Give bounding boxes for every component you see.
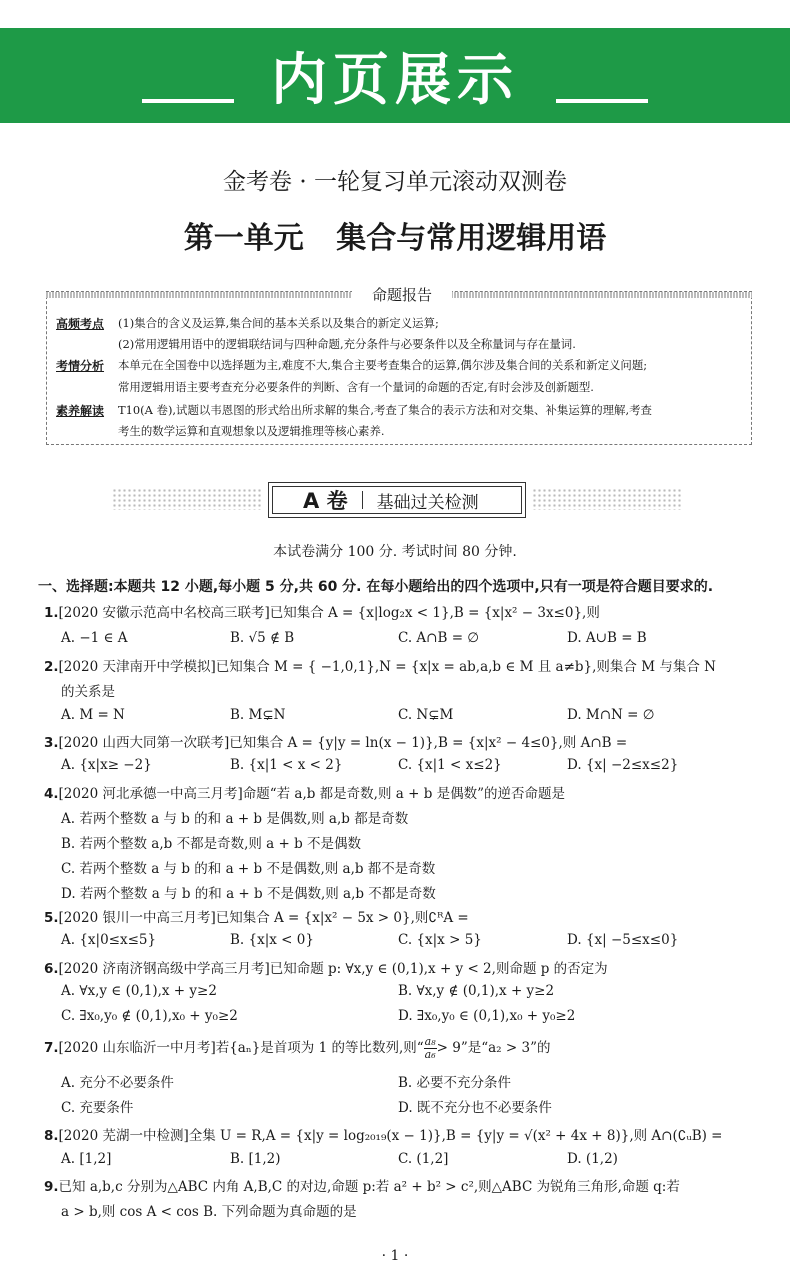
option-b: B. {x|x < 0} — [230, 932, 314, 948]
volume-name: 基础过关检测 — [376, 492, 479, 513]
question-number: 5. — [44, 910, 59, 926]
question-continuation: 的关系是 — [61, 684, 115, 700]
report-line: T10(A 卷),试题以韦恩图的形式给出所求解的集合,考查了集合的表示方法和对交集、补集运算的理解,考查 — [118, 403, 652, 417]
option-a: A. M = N — [61, 707, 125, 723]
report-box — [46, 286, 752, 445]
option-a: A. {x|x≥ −2} — [61, 757, 152, 773]
section-title: 一、选择题:本题共 12 小题,每小题 5 分,共 60 分. 在每小题给出的四个选项中,只有一项是符合题目要求的. — [38, 579, 714, 595]
option-a: A. {x|0≤x≤5} — [61, 932, 157, 948]
question-2 — [44, 655, 716, 675]
option-b: B. ∀x,y ∉ (0,1),x + y≥2 — [398, 983, 555, 999]
question-9 — [44, 1175, 680, 1195]
label-literacy: 素养解读 — [56, 404, 105, 418]
option-b: B. 若两个整数 a,b 不都是奇数,则 a + b 不是偶数 — [61, 836, 362, 852]
fraction-denominator: a₆ — [424, 1048, 436, 1061]
option-a: A. ∀x,y ∈ (0,1),x + y≥2 — [61, 983, 217, 999]
option-c: C. {x|x > 5} — [398, 932, 482, 948]
question-7 — [44, 1036, 550, 1061]
question-text: [2020 安徽示范高中名校高三联考]已知集合 A = {x|log₂x < 1},B = {x|x² − 3x≤0},则 — [58, 605, 600, 621]
option-a: A. [1,2] — [61, 1151, 112, 1167]
question-8 — [44, 1124, 723, 1144]
option-d: D. 既不充分也不必要条件 — [398, 1100, 552, 1116]
question-text: [2020 河北承德一中高三月考]命题“若 a,b 都是奇数,则 a + b 是偶数”的逆否命题是 — [58, 786, 566, 802]
volume-badge — [268, 482, 526, 518]
question-number: 1. — [44, 605, 59, 621]
option-d: D. 若两个整数 a 与 b 的和 a + b 不是偶数,则 a,b 不都是奇数 — [61, 886, 436, 902]
question-3 — [44, 731, 627, 751]
report-title: 命题报告 — [352, 284, 452, 305]
report-line: 本单元在全国卷中以选择题为主,难度不大,集合主要考查集合的运算,偶尔涉及集合间的关系和新定义问题; — [118, 358, 648, 372]
option-b: B. {x|1 < x < 2} — [230, 757, 343, 773]
question-text: [2020 济南济钢高级中学高三月考]已知命题 p: ∀x,y ∈ (0,1),x + y < 2,则命题 p 的否定为 — [58, 961, 608, 977]
option-b: B. √5 ∉ B — [230, 630, 295, 646]
option-b: B. [1,2) — [230, 1151, 281, 1167]
option-c: C. A∩B = ∅ — [398, 630, 480, 646]
banner-title: 内页展示 — [271, 47, 519, 113]
question-number: 6. — [44, 961, 59, 977]
question-continuation: a > b,则 cos A < cos B. 下列命题为真命题的是 — [61, 1204, 357, 1220]
question-number: 7. — [44, 1040, 59, 1056]
option-b: B. M⊊N — [230, 707, 286, 723]
option-c: C. N⊊M — [398, 707, 454, 723]
unit-title: 第一单元 集合与常用逻辑用语 — [183, 221, 607, 256]
option-a: A. 充分不必要条件 — [61, 1075, 174, 1091]
question-text: [2020 芜湖一中检测]全集 U = R,A = {x|y = log₂₀₁₉(x − 1)},B = {y|y = √(x² + 4x + 8)},则 A∩(∁ᵤB) = — [58, 1128, 723, 1144]
question-text: [2020 山西大同第一次联考]已知集合 A = {y|y = ln(x − 1)},B = {x|x² − 4≤0},则 A∩B = — [58, 735, 628, 751]
option-c: C. {x|1 < x≤2} — [398, 757, 502, 773]
exam-note: 本试卷满分 100 分. 考试时间 80 分钟. — [273, 544, 517, 560]
report-line: (1)集合的含义及运算,集合间的基本关系以及集合的新定义运算; — [118, 316, 439, 330]
option-b: B. 必要不充分条件 — [398, 1075, 512, 1091]
option-c: C. (1,2] — [398, 1151, 449, 1167]
label-analysis: 考情分析 — [56, 359, 105, 373]
question-4 — [44, 782, 565, 802]
option-c: C. 若两个整数 a 与 b 的和 a + b 不是偶数,则 a,b 都不是奇数 — [61, 861, 436, 877]
question-text: [2020 天津南开中学模拟]已知集合 M = { −1,0,1},N = {x|x = ab,a,b ∈ M 且 a≠b},则集合 M 与集合 N — [58, 659, 716, 675]
option-c: C. 充要条件 — [61, 1100, 134, 1116]
report-line: 常用逻辑用语主要考查充分必要条件的判断、含有一个量词的命题的否定,有时会涉及创新题型. — [118, 380, 594, 394]
report-line: 考生的数学运算和直观想象以及逻辑推理等核心素养. — [118, 424, 385, 438]
question-5 — [44, 906, 469, 926]
question-number: 8. — [44, 1128, 59, 1144]
question-number: 3. — [44, 735, 59, 751]
badge-divider — [362, 491, 363, 509]
option-d: D. {x| −5≤x≤0} — [567, 932, 679, 948]
series-subtitle: 金考卷 · 一轮复习单元滚动双测卷 — [223, 169, 567, 195]
option-a: A. −1 ∈ A — [61, 630, 128, 646]
question-text: [2020 银川一中高三月考]已知集合 A = {x|x² − 5x > 0},则∁ᴿA = — [58, 910, 469, 926]
option-d: D. M∩N = ∅ — [567, 707, 655, 723]
question-number: 2. — [44, 659, 59, 675]
option-d: D. {x| −2≤x≤2} — [567, 757, 679, 773]
label-high-frequency: 高频考点 — [56, 317, 105, 331]
question-text: 已知 a,b,c 分别为△ABC 内角 A,B,C 的对边,命题 p:若 a² + b² > c²,则△ABC 为锐角三角形,命题 q:若 — [58, 1179, 680, 1195]
question-1 — [44, 601, 600, 621]
volume-label: A 卷 — [303, 489, 348, 513]
fraction-numerator: a₈ — [424, 1035, 436, 1048]
option-a: A. 若两个整数 a 与 b 的和 a + b 是偶数,则 a,b 都是奇数 — [61, 811, 409, 827]
page-number: · 1 · — [381, 1248, 409, 1264]
report-line: (2)常用逻辑用语中的逻辑联结词与四种命题,充分条件与必要条件以及全称量词与存在量词. — [118, 337, 576, 351]
question-6 — [44, 957, 608, 977]
banner — [0, 28, 790, 123]
question-number: 9. — [44, 1179, 59, 1195]
volume-badge-inner — [272, 486, 522, 514]
fraction — [424, 1036, 437, 1061]
option-d: D. A∪B = B — [567, 630, 647, 646]
question-number: 4. — [44, 786, 59, 802]
option-d: D. (1,2) — [567, 1151, 618, 1167]
question-text: [2020 山东临沂一中月考]若{aₙ}是首项为 1 的等比数列,则“ — [58, 1040, 424, 1056]
option-d: D. ∃x₀,y₀ ∈ (0,1),x₀ + y₀≥2 — [398, 1008, 576, 1024]
option-c: C. ∃x₀,y₀ ∉ (0,1),x₀ + y₀≥2 — [61, 1008, 238, 1024]
dots-decoration-left — [112, 488, 262, 510]
question-text-tail: > 9”是“a₂ > 3”的 — [436, 1040, 551, 1056]
dots-decoration-right — [532, 488, 682, 510]
